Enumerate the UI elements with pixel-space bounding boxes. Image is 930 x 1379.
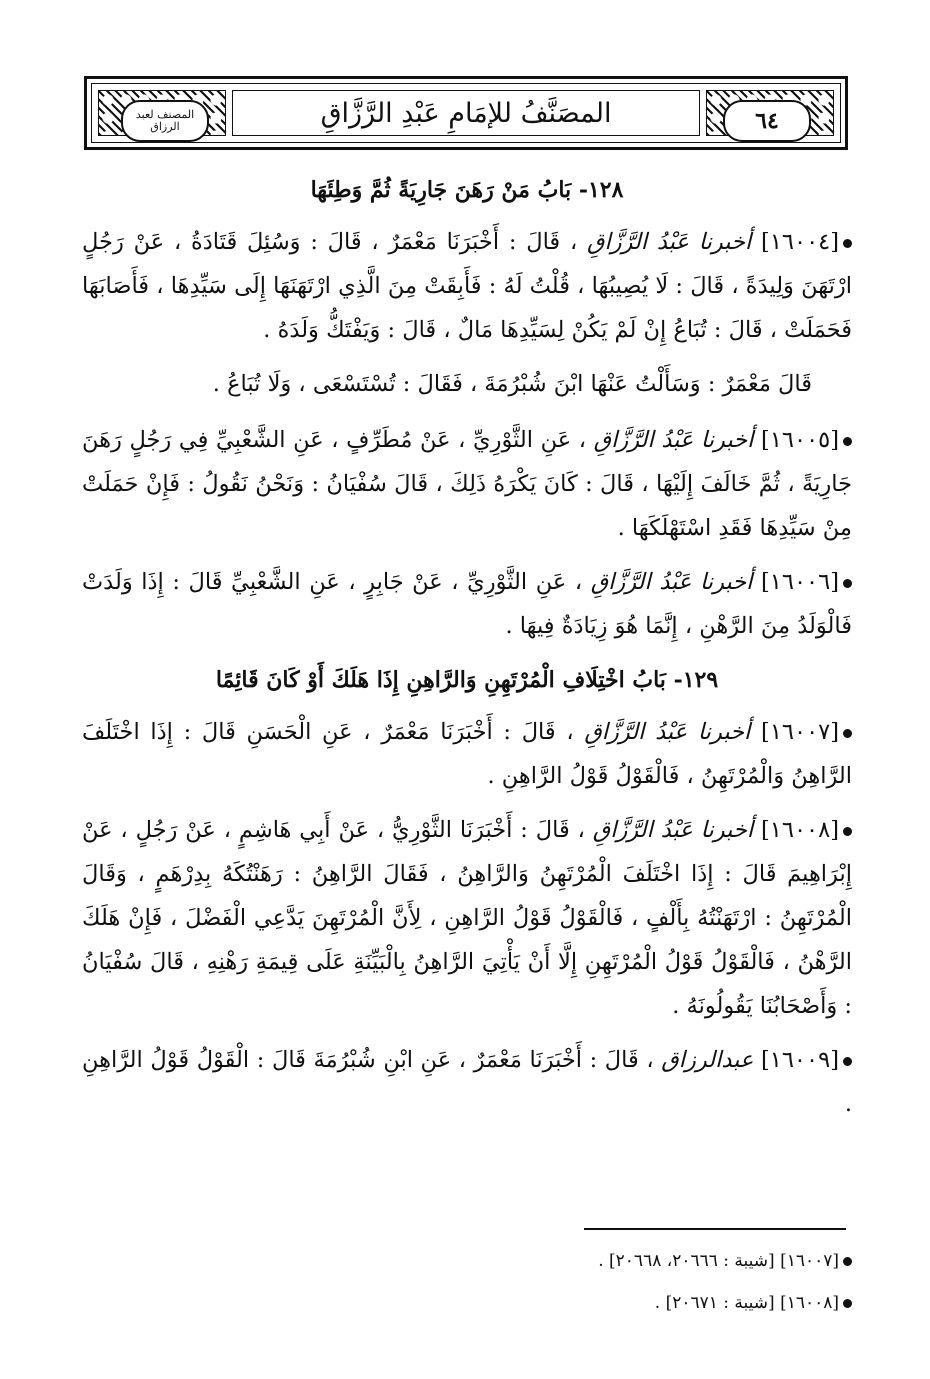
entry-text: ، قَالَ : أَخْبَرَنَا مَعْمَرٌ ، عَنِ الْحَسَنِ قَالَ : إِذَا اخْتَلَفَ الرَّاهِنُ وَالْمُرْتَهِنُ ، فَالْقَوْلُ قَوْلُ الرَّاهِنِ . (82, 719, 852, 789)
entry-text: ، قَالَ : أَخْبَرَنَا الثَّوْرِيُّ ، عَنْ أَبِي هَاشِمٍ ، عَنْ رَجُلٍ ، عَنْ إِبْرَاهِيمَ قَالَ : إِذَا اخْتَلَفَ الْمُرْتَهِنُ وَالرَّاهِنُ ، فَقَالَ الرَّاهِنُ : رَهَنْتُكَهُ بِدِرْهَمٍ ، وَقَالَ الْمُرْتَهِنُ : ارْتَهَنْتُهُ بِأَلْفٍ ، فَالْقَوْلُ قَوْلُ الرَّاهِنِ ، لِأَنَّ الْمُرْتَهِنَ يَدَّعِي الْفَضْلَ ، فَإِنْ هَلَكَ الرَّهْنُ ، فَالْقَوْلُ قَوْلُ الْمُرْتَهِنِ إِلَّا أَنْ يَأْتِيَ الرَّاهِنُ بِالْبَيِّنَةِ عَلَى قِيمَةِ رَهْنِهِ ، قَالَ سُفْيَانُ : وَأَصْحَابُنَا يَقُولُونَهُ . (82, 817, 852, 1019)
entry-source: أخبرنا عَبْدُ الرَّزَّاقِ (590, 569, 753, 595)
entry-number: [١٦٠٠٨] (761, 817, 839, 843)
bullet-icon (843, 1299, 852, 1308)
main-text (82, 168, 852, 1136)
entry-number: [١٦٠٠٤] (761, 229, 840, 255)
page-number: ٦٤ (723, 100, 811, 142)
seal-text: المصنف لعبد الرزاق (135, 108, 195, 133)
footnote-text: [١٦٠٠٨] [شيبة : ٢٠٦٧١] . (654, 1293, 839, 1313)
entry-number: [١٦٠٠٥] (761, 427, 840, 453)
entry-text: ، عَنِ الثَّوْرِيِّ ، عَنْ مُطَرِّفٍ ، عَنِ الشَّعْبِيِّ فِي رَجُلٍ رَهَنَ جَارِيَةً ، ثُمَّ خَالَفَ إِلَيْهَا ، قَالَ : كَانَ يَكْرَهُ ذَلِكَ ، قَالَ سُفْيَانُ : وَنَحْنُ نَقُولُ : فَإِنْ حَمَلَتْ مِنْ سَيِّدِهَا فَقَدِ اسْتَهْلَكَهَا . (82, 427, 852, 541)
hadith-entry (82, 560, 852, 648)
footnote-row (82, 1282, 852, 1324)
bullet-icon (843, 729, 852, 738)
hadith-entry (82, 1038, 852, 1126)
bullet-icon (843, 827, 852, 836)
entry-text: ، قَالَ : أَخْبَرَنَا مَعْمَرٌ ، قَالَ : وَسُئِلَ قَتَادَةُ ، عَنْ رَجُلٍ ارْتَهَنَ وَلِيدَةً ، قَالَ : لَا يُصِيبُهَا ، قُلْتُ لَهُ : فَأَبِقَتْ مِنَ الَّذِي ارْتَهَنَهَا إِلَى سَيِّدِهَا ، فَأَصَابَهَا فَحَمَلَتْ ، قَالَ : تُبَاعُ إِنْ لَمْ يَكُنْ لِسَيِّدِهَا مَالٌ ، قَالَ : وَيَفْتَكُّ وَلَدَهُ . (82, 229, 852, 343)
entry-text: ، قَالَ : أَخْبَرَنَا مَعْمَرٌ ، عَنِ ابْنِ شُبْرُمَةَ قَالَ : الْقَوْلُ قَوْلُ الرَّاهِنِ . (82, 1047, 852, 1117)
hadith-entry (82, 418, 852, 550)
header-ornament-left (98, 90, 226, 136)
seal-emblem (121, 100, 209, 142)
footnotes (82, 1240, 852, 1324)
entry-source: أخبرنا عَبْدُ الرَّزَّاقِ (593, 427, 754, 453)
entry-number: [١٦٠٠٧] (761, 719, 840, 745)
entry-number: [١٦٠٠٦] (761, 569, 840, 595)
footnote-row (82, 1240, 852, 1282)
header-frame (91, 83, 841, 143)
entry-text: ، عَنِ الثَّوْرِيِّ ، عَنْ جَابِرٍ ، عَنِ الشَّعْبِيِّ قَالَ : إِذَا وَلَدَتْ فَالْوَلَدُ مِنَ الرَّهْنِ ، إِنَّمَا هُوَ زِيَادَةٌ فِيهَا . (82, 569, 852, 639)
footnote-text: [١٦٠٠٧] [شيبة : ٢٠٦٦٦، ٢٠٦٦٨] . (598, 1251, 839, 1271)
entry-source: أخبرنا عَبْدُ الرَّزَّاقِ (592, 817, 754, 843)
bullet-icon (843, 579, 852, 588)
footnote-divider (584, 1228, 846, 1230)
section-heading: ١٢٩- بَابُ اخْتِلَافِ الْمُرْتَهِنِ وَالرَّاهِنِ إِذَا هَلَكَ أَوْ كَانَ قَائِمًا (215, 667, 719, 693)
running-title: المصَنَّفُ للإمَامِ عَبْدِ الرَّزَّاقِ (232, 90, 700, 136)
hadith-entry (82, 808, 852, 1028)
hadith-entry (82, 710, 852, 798)
page-header (84, 76, 848, 150)
entry-extra: قَالَ مَعْمَرٌ : وَسَأَلْتُ عَنْهَا ابْنَ شُبْرُمَةَ ، فَقَالَ : تُسْتَسْعَى ، وَلَا تُبَاعُ . (212, 371, 812, 397)
header-ornament-right (706, 90, 834, 136)
bullet-icon (843, 1257, 852, 1266)
entry-source: أخبرنا عَبْدُ الرَّزَّاقِ (587, 229, 752, 255)
bullet-icon (843, 437, 852, 446)
hadith-entry (82, 220, 852, 352)
entry-number: [١٦٠٠٩] (760, 1047, 839, 1073)
bullet-icon (843, 239, 852, 248)
entry-source: أخبرنا عَبْدُ الرَّزَّاقِ (584, 719, 751, 745)
bullet-icon (843, 1057, 852, 1066)
entry-source: عبدالرزاق (661, 1047, 754, 1073)
section-heading: ١٢٨- بَابُ مَنْ رَهَنَ جَارِيَةً ثُمَّ وَطِئَهَا (310, 177, 624, 203)
